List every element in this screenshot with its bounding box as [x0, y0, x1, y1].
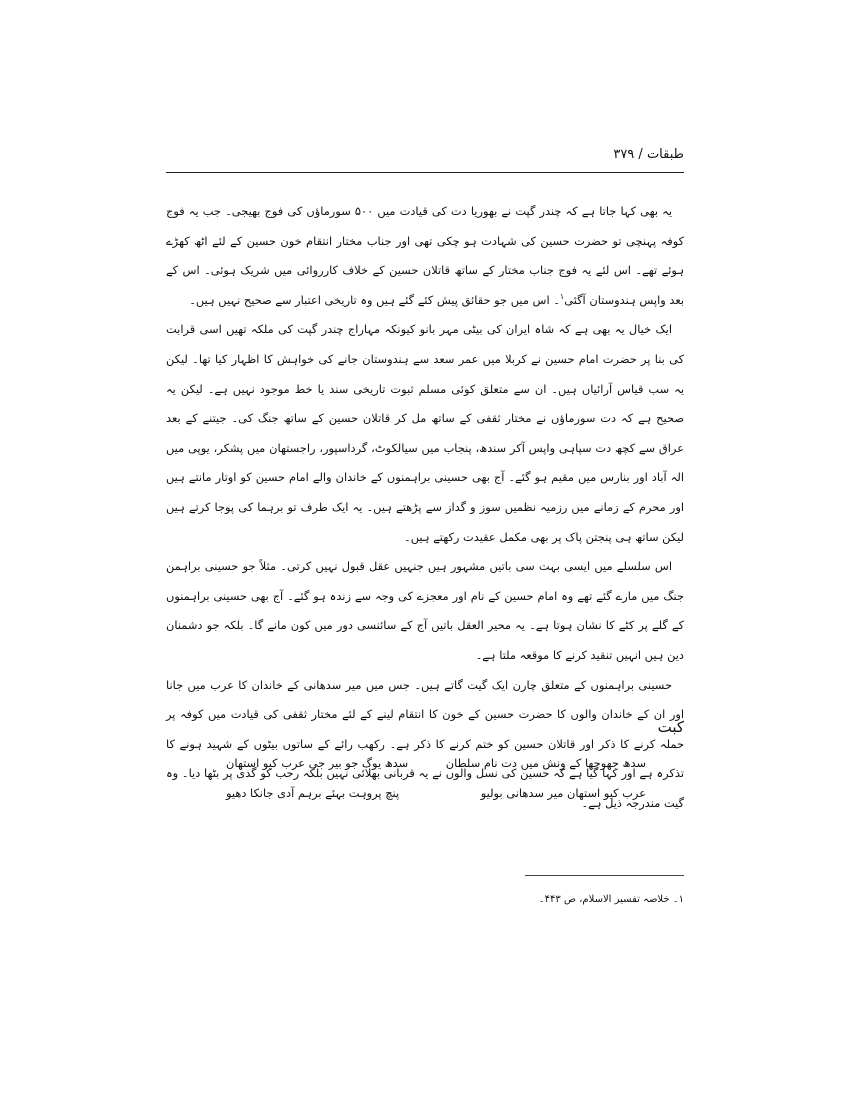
- footnote-rule: [525, 875, 684, 876]
- footnote-ref: ۱: [559, 291, 565, 301]
- header-rule: [166, 172, 684, 173]
- poem-line: [226, 778, 646, 808]
- poem-line: [226, 748, 646, 778]
- poem-hemistich: سدھ جھوجھا کے ونش میں دت نام سلطان: [445, 756, 646, 770]
- running-title: طبقات / ۳۷۹: [613, 147, 684, 162]
- paragraph-text: یہ بھی کہا جاتا ہے کہ چندر گپت نے بھوریا دت کی قیادت میں ۵۰۰ سورماؤں کی فوج بھیجی۔ جب یہ فوج کوفہ پہنچی تو حضرت حسین کی شہادت ہو چکی تھی اور جناب مختار انتقام خون حسین کے لئے اٹھ کھڑے ہوئے تھے۔ اس لئے یہ فوج جناب مختار کے ساتھ قاتلان حسین کے خلاف کارروائی میں شریک ہوئی۔ اس کے بعد واپس ہندوستان آگئی: [166, 204, 684, 307]
- poem-hemistich: پنچ پروہت بہئے برہم آدی جانکا دھیو: [226, 786, 400, 800]
- paragraph: حسینی براہمنوں کے متعلق چارن ایک گیت گاتے ہیں۔ جس میں میر سدھانی کے خاندان کا عرب میں جانا اور ان کے خاندان والوں کا حضرت حسین کے خون کا انتقام لینے کے لئے مختار ثقفی کی قیادت میں کوفہ پر حملہ کرنے کا ذکر اور قاتلان حسین کو ختم کرنے کا ذکر ہے۔ رکھب رائے کے ساتوں بیٹوں کے شہید ہونے کا تذکرہ ہے اور کہا گیا ہے کہ حسین کی نسل والوں نے یہ قربانی بھلائی نہیں بلکہ رحب کو گدی پر بٹھا دیا۔ وہ گیت مندرجہ ذیل ہے۔: [166, 677, 684, 810]
- footnote: ۱۔ خلاصہ تفسیر الاسلام، ص ۴۴۳۔: [538, 894, 684, 905]
- paragraph-tail: ۔ اس میں جو حقائق پیش کئے گئے ہیں وہ تاریخی اعتبار سے صحیح نہیں ہیں۔: [189, 292, 560, 307]
- running-header: [166, 140, 684, 170]
- paragraph: ایک خیال یہ بھی ہے کہ شاہ ایران کی بیٹی مہر بانو کیونکہ مہاراج چندر گپت کی ملکہ تھیں اسی قرابت کی بنا پر حضرت امام حسین نے کربلا میں عمر سعد سے ہندوستان جانے کی خواہش کا اظہار کیا تھا۔ لیکن یہ سب قیاس آرائیاں ہیں۔ ان سے متعلق کوئی مسلم ثبوت تاریخی سند یا خط موجود نہیں ہے۔ لیکن یہ صحیح ہے کہ دت سورماؤں نے مختار ثقفی کے ساتھ مل کر قاتلان حسین کے ساتھ جنگ کی۔ جیتنے کے بعد عراق سے کچھ دت سپاہی واپس آکر سندھ، پنجاب میں سیالکوٹ، گرداسپور، راجستھان میں پشکر، یوپی میں الہ آباد اور بنارس میں مقیم ہو گئے۔ آج بھی حسینی براہمنوں کے خاندان والے امام حسین کو اوتار مانتے ہیں اور محرم کے زمانے میں رزمیہ نظمیں سوز و گداز سے پڑھتے ہیں۔ یہ ایک طرف تو برہما کی پوجا کرتے ہیں لیکن ساتھ ہی پنجتن پاک پر بھی مکمل عقیدت رکھتے ہیں۔: [166, 322, 684, 544]
- poem-hemistich: سدھ یوگ جو بیر جی عرب کیو استھان: [226, 756, 409, 770]
- paragraph: [166, 197, 684, 315]
- poem-hemistich: عرب کیو استھان میر سدھانی بولیو: [480, 786, 646, 800]
- poem: [226, 748, 646, 808]
- paragraph: اس سلسلے میں ایسی بہت سی باتیں مشہور ہیں جنہیں عقل قبول نہیں کرتی۔ مثلاً جو حسینی براہمن جنگ میں مارے گئے تھے وہ امام حسین کے نام اور معجزے کی وجہ سے زندہ ہو گئے۔ آج بھی حسینی براہمنوں کے گلے پر کٹے کا نشان ہوتا ہے۔ یہ محیر العقل باتیں آج کے سائنسی دور میں کون مانے گا۔ بلکہ جو دشمنان دین ہیں انہیں تنقید کرنے کا موقعہ ملتا ہے۔: [166, 559, 684, 662]
- poem-title: کبت: [657, 718, 684, 736]
